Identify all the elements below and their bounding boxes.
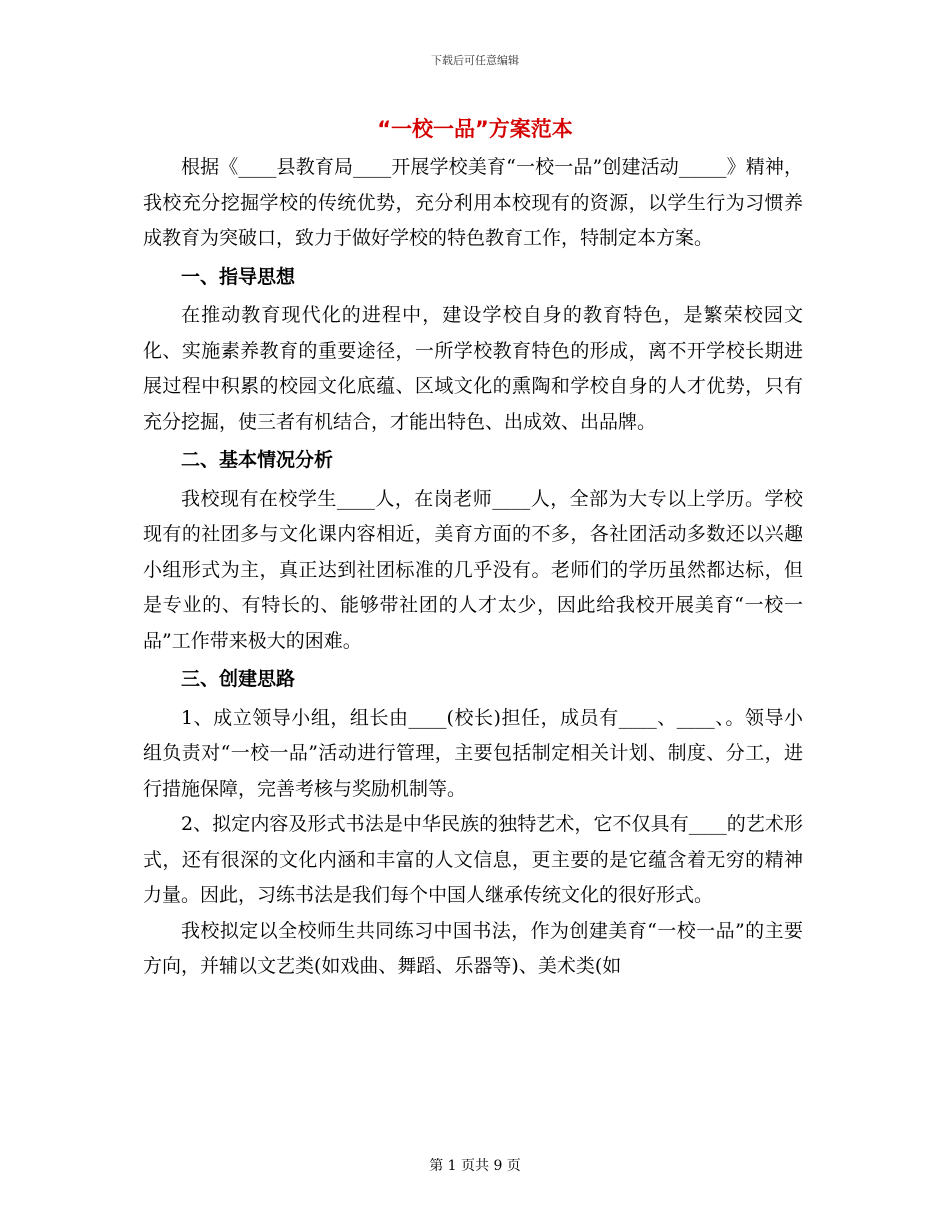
calligraphy-plan-paragraph: 我校拟定以全校师生共同练习中国书法，作为创建美育“一校一品”的主要方向，并辅以文艺类(如戏曲、舞蹈、乐器等)、美术类(如 <box>143 919 803 977</box>
content-form-paragraph: 2、拟定内容及形式书法是中华民族的独特艺术，它不仅具有____的艺术形式，还有很深的文化内涵和丰富的人文信息，更主要的是它蕴含着无穷的精神力量。因此，习练书法是我们每个中国人继承传统文化的很好形式。 <box>143 813 803 906</box>
section-heading-creation-ideas: 三、创建思路 <box>181 668 296 690</box>
section-heading-situation-analysis: 二、基本情况分析 <box>181 449 334 471</box>
leadership-group-paragraph: 1、成立领导小组，组长由____(校长)担任，成员有____、____、。领导小组负责对“一校一品”活动进行管理，主要包括制定相关计划、制度、分工，进行措施保障，完善考核与奖励机制等。 <box>143 706 803 800</box>
section-heading-guiding-ideology: 一、指导思想 <box>181 265 296 288</box>
guiding-ideology-paragraph: 在推动教育现代化的进程中，建设学校自身的教育特色，是繁荣校园文化、实施素养教育的重要途径，一所学校教育特色的形成，离不开学校长期进展过程中积累的校园文化底蕴、区域文化的熏陶和学校自身的人才优势，只有充分挖掘，使三者有机结合，才能出特色、出成效、出品牌。 <box>143 304 803 433</box>
document-title: “一校一品”方案范本 <box>377 117 573 141</box>
intro-paragraph: 根据《____县教育局____开展学校美育“一校一品”创建活动_____》精神，我校充分挖掘学校的传统优势，充分利用本校现有的资源，以学生行为习惯养成教育为突破口，致力于做好学校的特色教育工作，特制定本方案。 <box>143 156 803 249</box>
page-footer: 第 1 页共 9 页 <box>429 1158 521 1174</box>
page-header: 下载后可任意编辑 <box>431 54 519 67</box>
document-body <box>143 150 803 985</box>
situation-analysis-paragraph: 我校现有在校学生____人，在岗老师____人，全部为大专以上学历。学校现有的社团多与文化课内容相近，美育方面的不多，各社团活动多数还以兴趣小组形式为主，真正达到社团标准的几乎没有。老师们的学历虽然都达标，但是专业的、有特长的、能够带社团的人才太少，因此给我校开展美育“一校一品”工作带来极大的困难。 <box>143 487 803 652</box>
